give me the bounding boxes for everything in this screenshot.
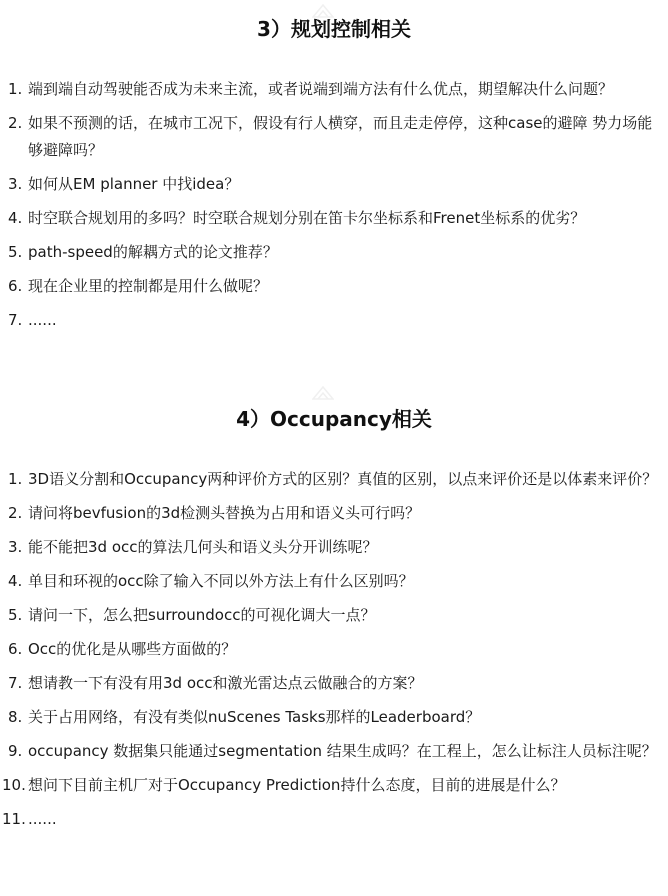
list-item: 7. ...... [8,311,57,329]
list-item: 11. ...... [2,810,57,828]
list-item: 2. 请问将bevfusion的3d检测头替换为占用和语义头可行吗？ [8,504,421,522]
list-item: 1. 端到端自动驾驶能否成为未来主流，或者说端到端方法有什么优点，期望解决什么问题？ [8,80,614,98]
question-text: 能不能把3d occ的算法几何头和语义头分开训练呢？ [28,538,378,556]
list-item: 9. occupancy 数据集只能通过segmentation 结果生成吗？在工程上，怎么让标注人员标注呢？ [8,742,657,760]
question-text: occupancy 数据集只能通过segmentation 结果生成吗？在工程上，怎么让标注人员标注呢？ [28,742,657,760]
question-text: 3D语义分割和Occupancy两种评价方式的区别？真值的区别，以点来评价还是以体素来评价？ [28,470,658,488]
list-item: 3. 如何从EM planner 中找idea？ [8,175,240,193]
question-list-planning-control [0,76,660,341]
question-text: path-speed的解耦方式的论文推荐？ [28,243,278,261]
list-item: 5. path-speed的解耦方式的论文推荐？ [8,243,278,261]
section-title-occupancy: 4）Occupancy相关 [236,407,432,431]
list-item: 5. 请问一下，怎么把surroundocc的可视化调大一点？ [8,606,376,624]
section-title-planning-control: 3）规划控制相关 [257,17,411,41]
question-text: ...... [28,311,57,329]
list-item: 8. 关于占用网络，有没有类似nuScenes Tasks那样的Leaderboard？ [8,708,481,726]
question-text: 如何从EM planner 中找idea？ [28,175,240,193]
watermark-logo-icon [312,386,334,400]
question-text: 如果不预测的话，在城市工况下，假设有行人横穿，而且走走停停，这种case的避障 势力场能够避障吗？ [28,114,653,159]
question-text: 现在企业里的控制都是用什么做呢？ [28,277,269,295]
question-text: Occ的优化是从哪些方面做的？ [28,640,237,658]
list-item: 3. 能不能把3d occ的算法几何头和语义头分开训练呢？ [8,538,378,556]
list-item: 2. 如果不预测的话，在城市工况下，假设有行人横穿，而且走走停停，这种case的避障 势力场能够避障吗？ [8,114,653,159]
question-text: 请问将bevfusion的3d检测头替换为占用和语义头可行吗？ [28,504,421,522]
list-item: 4. 单目和环视的occ除了输入不同以外方法上有什么区别吗？ [8,572,414,590]
list-item: 4. 时空联合规划用的多吗？时空联合规划分别在笛卡尔坐标系和Frenet坐标系的优劣？ [8,209,586,227]
list-item: 6. 现在企业里的控制都是用什么做呢？ [8,277,269,295]
question-text: 单目和环视的occ除了输入不同以外方法上有什么区别吗？ [28,572,414,590]
question-text: ...... [28,810,57,828]
question-list-occupancy [0,466,660,840]
list-item: 1. 3D语义分割和Occupancy两种评价方式的区别？真值的区别，以点来评价还是以体素来评价？ [8,470,658,488]
question-text: 时空联合规划用的多吗？时空联合规划分别在笛卡尔坐标系和Frenet坐标系的优劣？ [28,209,586,227]
list-item: 7. 想请教一下有没有用3d occ和激光雷达点云做融合的方案？ [8,674,423,692]
question-text: 想请教一下有没有用3d occ和激光雷达点云做融合的方案？ [28,674,423,692]
question-text: 关于占用网络，有没有类似nuScenes Tasks那样的Leaderboard？ [28,708,481,726]
question-text: 想问下目前主机厂对于Occupancy Prediction持什么态度，目前的进展是什么？ [28,776,566,794]
list-item: 10. 想问下目前主机厂对于Occupancy Prediction持什么态度，目前的进展是什么？ [2,776,566,794]
question-text: 端到端自动驾驶能否成为未来主流，或者说端到端方法有什么优点，期望解决什么问题？ [28,80,614,98]
list-item: 6. Occ的优化是从哪些方面做的？ [8,640,237,658]
question-text: 请问一下，怎么把surroundocc的可视化调大一点？ [28,606,376,624]
